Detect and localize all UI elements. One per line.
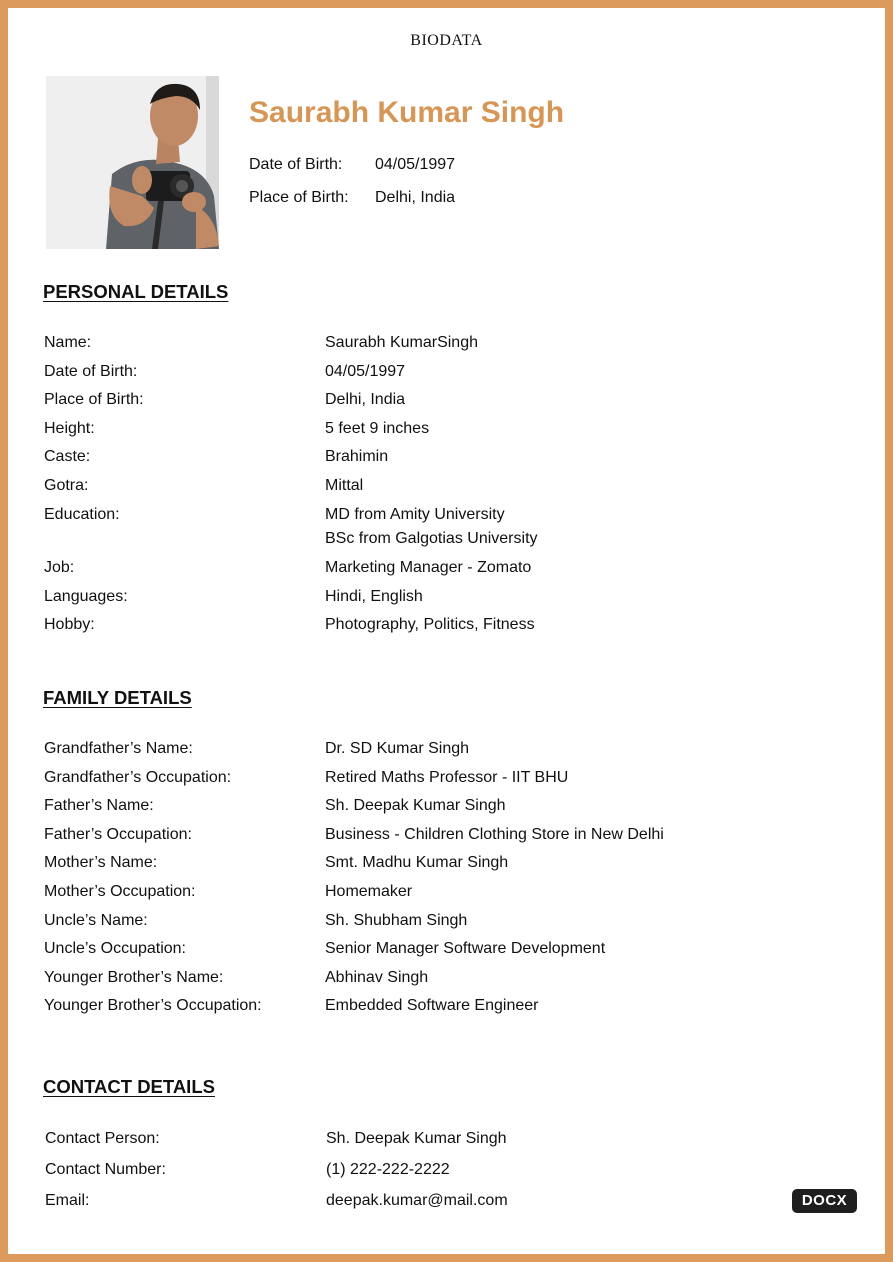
- detail-value: Brahimin: [325, 448, 389, 466]
- detail-label: Grandfather’s Name:: [44, 740, 193, 757]
- detail-label: Height:: [44, 419, 95, 437]
- family-details-heading: FAMILY DETAILS: [43, 687, 192, 708]
- detail-value: Marketing Manager - Zomato: [325, 559, 532, 577]
- education-line-2: BSc from Galgotias University: [325, 530, 538, 548]
- detail-row: [44, 556, 844, 585]
- detail-row: [44, 937, 844, 966]
- detail-label: Hobby:: [44, 616, 95, 634]
- detail-label: Job:: [44, 559, 75, 577]
- header-dob-value: 04/05/1997: [375, 156, 456, 173]
- detail-row: [44, 851, 844, 880]
- personal-details-heading: PERSONAL DETAILS: [43, 281, 229, 302]
- detail-row: [44, 417, 844, 446]
- detail-row: [44, 794, 844, 823]
- detail-value: Business - Children Clothing Store in New Delhi: [325, 825, 664, 843]
- detail-row: [45, 1158, 845, 1189]
- docx-download-badge[interactable]: DOCX: [792, 1189, 857, 1213]
- detail-label: Gotra:: [44, 476, 89, 494]
- detail-row: [44, 994, 844, 1023]
- detail-label: Name:: [44, 334, 92, 351]
- detail-row: [44, 880, 844, 909]
- detail-label: Contact Person:: [45, 1130, 160, 1147]
- detail-row: [44, 966, 844, 995]
- detail-label: Father’s Name:: [44, 797, 154, 815]
- detail-value: Dr. SD Kumar Singh: [325, 740, 470, 757]
- detail-row: [44, 388, 844, 417]
- detail-row: [44, 585, 844, 614]
- detail-row: [44, 613, 844, 642]
- detail-row: [45, 1127, 845, 1158]
- detail-label: Younger Brother’s Name:: [44, 968, 224, 986]
- detail-label: Caste:: [44, 448, 91, 466]
- detail-label: Father’s Occupation:: [44, 825, 192, 843]
- detail-label: Contact Number:: [45, 1161, 166, 1178]
- detail-value: Sh. Deepak Kumar Singh: [325, 797, 506, 815]
- detail-value: [325, 503, 825, 553]
- detail-value: Abhinav Singh: [325, 968, 429, 986]
- detail-label: Languages:: [44, 587, 128, 605]
- detail-value: Saurabh KumarSingh: [325, 334, 478, 351]
- header-pob-row: [249, 189, 455, 207]
- detail-label: Younger Brother’s Occupation:: [44, 997, 262, 1015]
- detail-value: Retired Maths Professor - IIT BHU: [325, 768, 569, 786]
- detail-value: Embedded Software Engineer: [325, 997, 539, 1015]
- detail-row: [44, 737, 844, 766]
- detail-value: Mittal: [325, 476, 364, 494]
- detail-label: Email:: [45, 1192, 90, 1209]
- detail-label: Grandfather’s Occupation:: [44, 768, 232, 786]
- contact-details-heading: CONTACT DETAILS: [43, 1076, 215, 1097]
- detail-value: Sh. Deepak Kumar Singh: [326, 1130, 507, 1147]
- detail-label: Education:: [44, 505, 120, 523]
- detail-label: Place of Birth:: [44, 391, 144, 409]
- header-pob-label: Place of Birth:: [249, 189, 349, 206]
- personal-details-list: [44, 331, 844, 642]
- candidate-name: Saurabh Kumar Singh: [249, 96, 565, 129]
- detail-value: Senior Manager Software Development: [325, 940, 606, 958]
- detail-value: Sh. Shubham Singh: [325, 911, 468, 929]
- document-title: BIODATA: [410, 32, 483, 49]
- detail-row: [44, 360, 844, 389]
- detail-row: [44, 474, 844, 503]
- email-value[interactable]: deepak.kumar@mail.com: [326, 1192, 508, 1209]
- detail-value: 5 feet 9 inches: [325, 419, 430, 437]
- detail-label: Date of Birth:: [44, 362, 138, 380]
- detail-value: (1) 222-222-2222: [326, 1161, 450, 1178]
- detail-value: Photography, Politics, Fitness: [325, 616, 535, 634]
- detail-row: [44, 445, 844, 474]
- family-details-list: [44, 737, 844, 1023]
- detail-label: Mother’s Name:: [44, 854, 158, 872]
- education-line-1: MD from Amity University: [325, 505, 505, 523]
- detail-row: [44, 823, 844, 852]
- detail-label: Mother’s Occupation:: [44, 882, 196, 900]
- detail-label: Uncle’s Name:: [44, 911, 148, 929]
- contact-details-list: [45, 1127, 845, 1220]
- detail-value: 04/05/1997: [325, 362, 406, 380]
- detail-row: [45, 1189, 845, 1220]
- profile-photo: [46, 76, 219, 249]
- detail-value: Delhi, India: [325, 391, 406, 409]
- detail-row: [44, 331, 844, 360]
- detail-row: [44, 909, 844, 938]
- detail-value: Smt. Madhu Kumar Singh: [325, 854, 509, 872]
- detail-row: [44, 503, 844, 557]
- detail-value: Homemaker: [325, 882, 413, 900]
- detail-label: Uncle’s Occupation:: [44, 940, 186, 958]
- detail-row: [44, 766, 844, 795]
- detail-value: Hindi, English: [325, 587, 423, 605]
- header-pob-value: Delhi, India: [375, 189, 456, 206]
- header-dob-row: [249, 156, 455, 174]
- header-dob-label: Date of Birth:: [249, 156, 343, 173]
